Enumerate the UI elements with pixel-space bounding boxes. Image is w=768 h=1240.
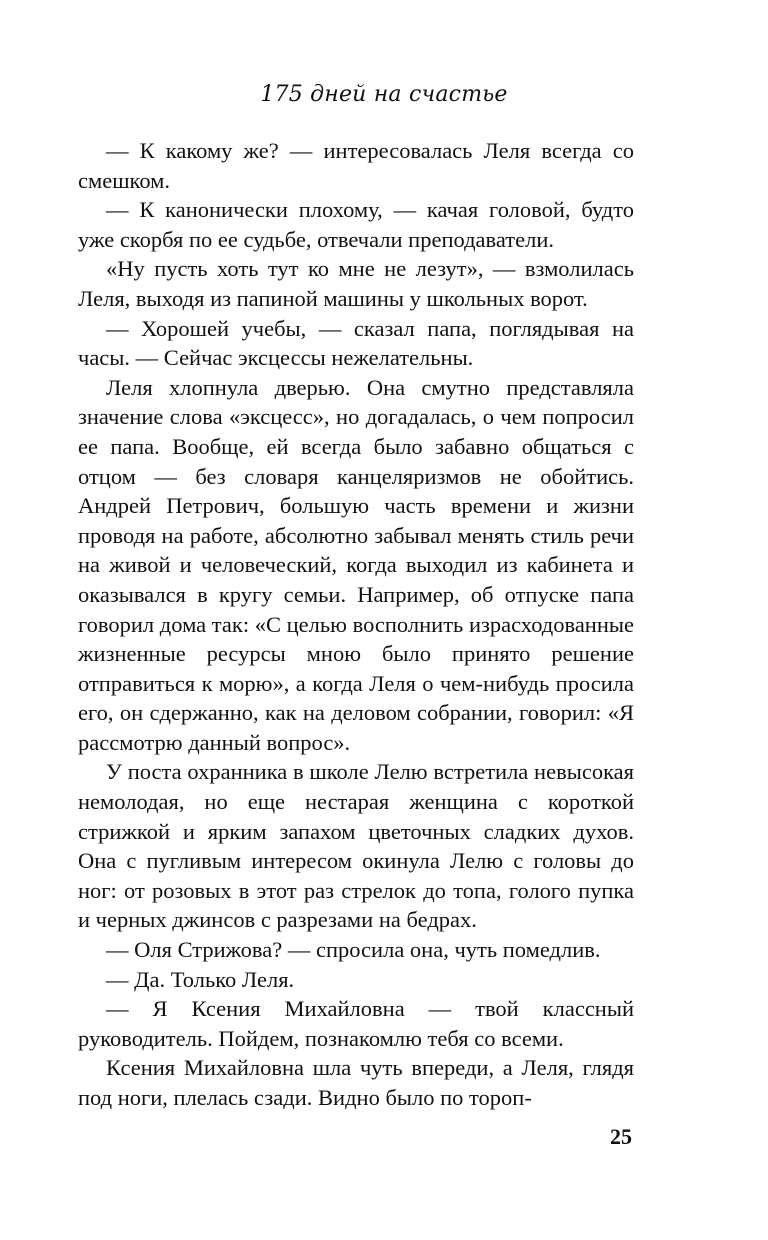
paragraph: У поста охранника в школе Лелю встретила невысокая немолодая, но еще нестарая женщина с короткой стрижкой и ярким запахом цветочных сладких духов. Она с пугливым интересом окинула Лелю с головы до ног: от розовых в этот раз стрелок до топа, голого пупка и черных джинсов с разрезами на бедрах.: [78, 759, 634, 933]
paragraph: Леля хлопнула дверью. Она смутно представляла значение слова «эксцесс», но догадалась, о чем попросил ее папа. Вообще, ей всегда было забавно общаться с отцом — без словаря канцеляризмов не обойтись. Андрей Петрович, большую часть времени и жизни проводя на работе, абсолютно забывал менять стиль речи на живой и человеческий, когда выходил из кабинета и оказывался в кругу семьи. Например, об отпуске папа говорил дома так: «С целью восполнить израсходованные жизненные ресурсы мною было принято решение отправиться к морю», а когда Леля о чем-нибудь просила его, он сдержанно, как на деловом собрании, говорил: «Я рассмотрю данный вопрос».: [78, 374, 634, 755]
paragraph: — К канонически плохому, — качая головой, будто уже скорбя по ее судьбе, отвечали преподаватели.: [78, 197, 634, 252]
paragraph: «Ну пусть хоть тут ко мне не лезут», — взмолилась Леля, выходя из папиной машины у школьных ворот.: [78, 256, 634, 311]
paragraph: — Я Ксения Михайловна — твой классный руководитель. Пойдем, познакомлю тебя со всеми.: [78, 996, 634, 1051]
paragraph: — К какому же? — интересовалась Леля всегда со смешком.: [78, 138, 634, 193]
page-number: 25: [610, 1124, 632, 1149]
paragraph: — Оля Стрижова? — спросила она, чуть помедлив.: [106, 937, 601, 963]
paragraph: Ксения Михайловна шла чуть впереди, а Леля, глядя под ноги, плелась сзади. Видно было по тороп-: [78, 1055, 634, 1110]
paragraph: — Хорошей учебы, — сказал папа, поглядывая на часы. — Сейчас эксцессы нежелательны.: [78, 315, 634, 371]
running-head-title: 175 дней на счастье: [260, 82, 508, 107]
body-text: [78, 136, 634, 1113]
paragraph: — Да. Только Леля.: [106, 966, 295, 992]
